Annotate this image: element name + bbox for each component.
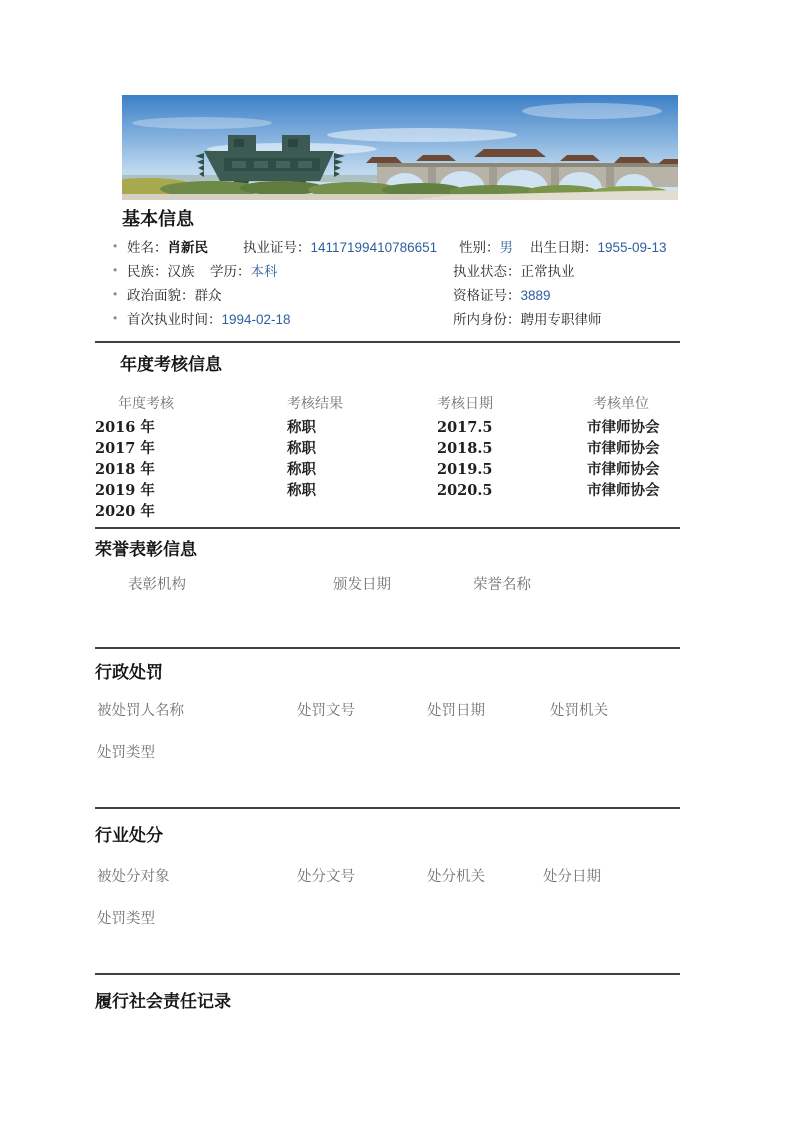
section-title-admin-penalty: 行政处罚 [95, 663, 163, 682]
honors-col-org: 表彰机构 [128, 577, 186, 593]
assessment-date-cell: 2020.5 [437, 482, 493, 499]
ethnicity-text: 民族：汉族 [127, 264, 195, 279]
assessment-table-row [95, 501, 680, 522]
section-title-social-responsibility: 履行社会责任记录 [95, 992, 231, 1011]
assessment-col-org: 考核单位 [593, 395, 649, 411]
first-practice-value: 1994-02-18 [221, 312, 291, 327]
industry-discipline-table-header [95, 867, 680, 887]
assessment-result-cell [287, 501, 437, 522]
name-label: 姓名： [127, 240, 168, 255]
header-photo-illustration [122, 95, 678, 200]
bullet-icon: • [113, 239, 118, 253]
assessment-table-row [95, 417, 680, 438]
license-number-label: 执业证号： [243, 240, 311, 255]
honors-col-name: 荣誉名称 [473, 577, 531, 593]
basic-info-row-1 [95, 236, 680, 260]
assessment-result-cell: 称职 [287, 482, 316, 499]
birth-date-label: 出生日期： [530, 240, 598, 255]
assessment-year-cell: 2019 年 [95, 482, 155, 499]
firm-role-text: 所内身份：聘用专职律师 [453, 312, 602, 327]
basic-info-row-4 [95, 308, 680, 332]
assessment-org-cell: 市律师协会 [587, 440, 660, 457]
firm-role-field [453, 311, 602, 328]
first-practice-field [127, 311, 291, 328]
education-field [210, 263, 278, 280]
political-status-field [127, 287, 222, 304]
assessment-year-cell: 2018 年 [95, 461, 155, 478]
admin-penalty-col-date: 处罚日期 [427, 703, 485, 719]
assessment-table-header [95, 393, 680, 413]
basic-info-list [95, 236, 680, 332]
assessment-result-cell: 称职 [287, 419, 316, 436]
section-title-industry-discipline: 行业处分 [95, 826, 163, 845]
honors-table-header [95, 575, 680, 595]
basic-info-row-3 [95, 284, 680, 308]
assessment-table-row [95, 459, 680, 480]
political-status-text: 政治面貌：群众 [127, 288, 222, 303]
admin-penalty-col-target: 被处罚人名称 [97, 703, 184, 719]
industry-discipline-col-docno: 处分文号 [297, 869, 355, 885]
section-divider [95, 807, 680, 809]
header-photo [122, 95, 678, 200]
assessment-org-cell: 市律师协会 [587, 419, 660, 436]
assessment-table-row [95, 480, 680, 501]
bullet-icon: • [113, 287, 118, 301]
assessment-col-date: 考核日期 [437, 395, 493, 411]
assessment-result-cell: 称职 [287, 461, 316, 478]
assessment-col-result: 考核结果 [287, 395, 343, 411]
bullet-icon: • [113, 311, 118, 325]
assessment-org-cell: 市律师协会 [587, 461, 660, 478]
admin-penalty-table-header [95, 701, 680, 721]
assessment-date-cell: 2018.5 [437, 440, 493, 457]
name-value: 肖新民 [167, 240, 208, 255]
ethnicity-field [127, 263, 195, 280]
assessment-table-row [95, 438, 680, 459]
honors-col-date: 颁发日期 [333, 577, 391, 593]
license-number-value: 14117199410786651 [310, 240, 438, 255]
assessment-date-cell: 2019.5 [437, 461, 493, 478]
section-divider [95, 973, 680, 975]
practice-status-text: 执业状态：正常执业 [453, 264, 575, 279]
section-title-honors: 荣誉表彰信息 [95, 540, 197, 559]
admin-penalty-col-docno: 处罚文号 [297, 703, 355, 719]
education-value: 本科 [250, 264, 278, 279]
assessment-year-cell: 2020 年 [95, 503, 155, 520]
section-divider [95, 647, 680, 649]
admin-penalty-col-authority: 处罚机关 [550, 703, 608, 719]
birth-date-field [530, 239, 667, 256]
gender-label: 性别： [459, 240, 500, 255]
assessment-year-cell: 2017 年 [95, 440, 155, 457]
assessment-date-cell: 2017.5 [437, 419, 493, 436]
gender-field [459, 239, 513, 256]
birth-date-value: 1955-09-13 [597, 240, 667, 255]
qualification-number-label: 资格证号： [453, 288, 521, 303]
assessment-date-cell [437, 501, 587, 522]
name-field [127, 239, 208, 256]
education-label: 学历： [210, 264, 251, 279]
assessment-col-year: 年度考核 [118, 395, 174, 411]
basic-info-row-2 [95, 260, 680, 284]
qualification-number-field [453, 287, 551, 304]
assessment-year-cell: 2016 年 [95, 419, 155, 436]
practice-status-field [453, 263, 575, 280]
industry-discipline-type-label: 处罚类型 [97, 911, 155, 927]
industry-discipline-col-target: 被处分对象 [97, 869, 170, 885]
first-practice-label: 首次执业时间： [127, 312, 222, 327]
section-title-annual-assessment: 年度考核信息 [120, 355, 222, 374]
section-title-basic-info: 基本信息 [122, 209, 194, 229]
industry-discipline-col-date: 处分日期 [543, 869, 601, 885]
license-number-field [243, 239, 437, 256]
industry-discipline-col-authority: 处分机关 [427, 869, 485, 885]
qualification-number-value: 3889 [520, 288, 551, 303]
gender-value: 男 [499, 240, 513, 255]
assessment-result-cell: 称职 [287, 440, 316, 457]
section-divider [95, 341, 680, 343]
bullet-icon: • [113, 263, 118, 277]
assessment-org-cell [587, 501, 680, 522]
section-divider [95, 527, 680, 529]
assessment-org-cell: 市律师协会 [587, 482, 660, 499]
admin-penalty-type-label: 处罚类型 [97, 745, 155, 761]
assessment-table-body [95, 417, 680, 522]
